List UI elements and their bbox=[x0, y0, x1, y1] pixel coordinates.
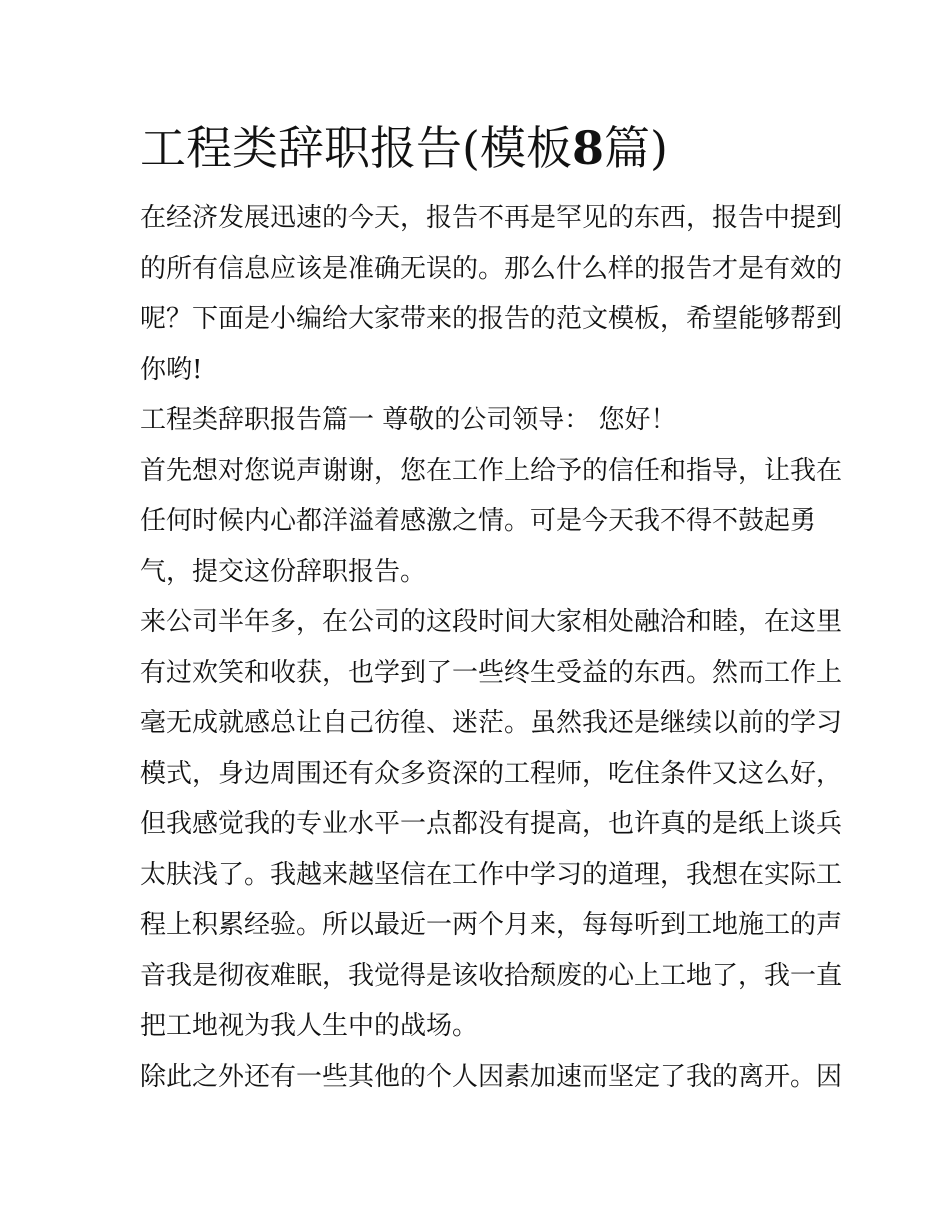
paragraph-2-line-1: 工程类辞职报告篇一 尊敬的公司领导： 您好！ bbox=[140, 405, 677, 435]
paragraph-3-line-2: 任何时候内心都洋溢着感激之情。可是今天我不得不鼓起勇 bbox=[140, 506, 817, 536]
paragraph-1-line-1: 在经济发展迅速的今天，报告不再是罕见的东西，报告中提到 bbox=[140, 203, 843, 233]
paragraph-4-line-4: 模式，身边周围还有众多资深的工程师，吃住条件又这么好， bbox=[140, 758, 843, 789]
paragraph-3-line-3: 气，提交这份辞职报告。 bbox=[140, 556, 427, 587]
title-number: 8 bbox=[571, 121, 604, 175]
paragraph-4-line-7: 程上积累经验。所以最近一两个月来，每每听到工地施工的声 bbox=[140, 910, 843, 940]
paragraph-4-line-2: 有过欢笑和收获，也学到了一些终生受益的东西。然而工作上 bbox=[140, 657, 843, 688]
paragraph-4-line-8: 音我是彻夜难眠，我觉得是该收拾颓废的心上工地了，我一直 bbox=[140, 960, 843, 991]
paragraph-4-line-6: 太肤浅了。我越来越坚信在工作中学习的道理，我想在实际工 bbox=[140, 859, 843, 890]
paragraph-4-line-1: 来公司半年多，在公司的这段时间大家相处融洽和睦，在这里 bbox=[140, 607, 843, 637]
document-body bbox=[140, 193, 843, 1102]
paragraph-1-line-3: 呢？下面是小编给大家带来的报告的范文模板，希望能够帮到 bbox=[140, 304, 843, 334]
paragraph-3-line-1: 首先想对您说声谢谢，您在工作上给予的信任和指导，让我在 bbox=[140, 455, 843, 486]
paragraph-4-line-3: 毫无成就感总让自己彷徨、迷茫。虽然我还是继续以前的学习 bbox=[140, 708, 843, 738]
document-title bbox=[140, 118, 840, 178]
paragraph-5-line-1: 除此之外还有一些其他的个人因素加速而坚定了我的离开。因 bbox=[140, 1061, 843, 1092]
paragraph-4-line-5: 但我感觉我的专业水平一点都没有提高，也许真的是纸上谈兵 bbox=[140, 809, 843, 839]
title-prefix: 工程类辞职报告(模板 bbox=[140, 121, 572, 175]
paragraph-4-line-9: 把工地视为我人生中的战场。 bbox=[140, 1011, 479, 1041]
paragraph-1-line-2: 的所有信息应该是准确无误的。那么什么样的报告才是有效的 bbox=[140, 253, 843, 284]
title-suffix: 篇) bbox=[603, 121, 668, 175]
paragraph-1-line-4: 你哟! bbox=[140, 354, 203, 385]
